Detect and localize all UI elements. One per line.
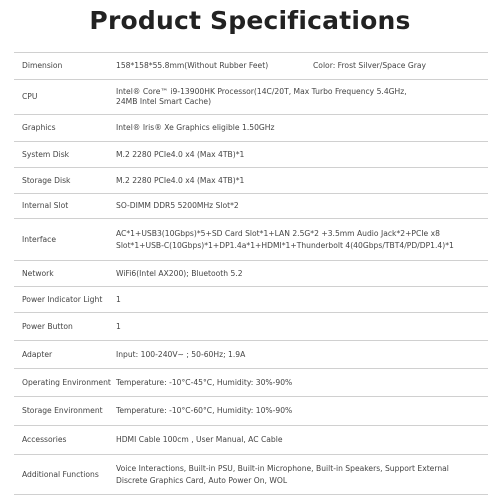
- spec-value: Intel® Core™ i9-13900HK Processor(14C/20T, Max Turbo Frequency 5.4GHz,: [116, 87, 407, 96]
- spec-value: M.2 2280 PCIe4.0 x4 (Max 4TB)*1: [116, 149, 245, 159]
- spec-value: SO-DIMM DDR5 5200MHz Slot*2: [116, 201, 239, 210]
- table-row: [14, 313, 488, 341]
- spec-label: Graphics: [22, 123, 56, 132]
- spec-label: Interface: [22, 234, 56, 244]
- table-row: [14, 53, 488, 80]
- spec-value: Input: 100-240V~ ; 50-60Hz; 1.9A: [116, 349, 246, 359]
- spec-label: Internal Slot: [22, 201, 69, 210]
- spec-label: System Disk: [22, 149, 70, 159]
- spec-label: Power Indicator Light: [22, 294, 103, 304]
- spec-value: HDMI Cable 100cm , User Manual, AC Cable: [116, 435, 283, 444]
- spec-value: 1: [116, 321, 121, 331]
- table-row: [14, 168, 488, 194]
- spec-label: Network: [22, 268, 54, 278]
- spec-label: Additional Functions: [22, 469, 99, 479]
- spec-value: M.2 2280 PCIe4.0 x4 (Max 4TB)*1: [116, 175, 245, 185]
- spec-value: WiFi6(Intel AX200); Bluetooth 5.2: [116, 268, 243, 278]
- spec-value: 1: [116, 294, 121, 304]
- table-row: [14, 115, 488, 142]
- spec-value: Temperature: -10°C-45°C, Humidity: 30%-90%: [116, 377, 293, 387]
- spec-label: Storage Environment: [22, 406, 103, 415]
- table-row: [14, 369, 488, 397]
- spec-label: Operating Environment: [22, 377, 111, 387]
- table-row: [14, 261, 488, 287]
- table-row: [14, 341, 488, 369]
- spec-label: Storage Disk: [22, 175, 71, 185]
- spec-value-line2: 24MB Intel Smart Cache): [116, 97, 212, 106]
- spec-label: Adapter: [22, 349, 53, 359]
- spec-label: Power Button: [22, 321, 73, 331]
- spec-label: Accessories: [22, 435, 67, 444]
- spec-table: [14, 52, 488, 495]
- spec-value: AC*1+USB3(10Gbps)*5+SD Card Slot*1+LAN 2.5G*2 +3.5mm Audio Jack*2+PCIe x8: [116, 228, 440, 238]
- table-row: [14, 142, 488, 168]
- table-row: [14, 80, 488, 115]
- spec-value-line2: Discrete Graphics Card, Auto Power On, WOL: [116, 475, 288, 485]
- spec-value-line2: Slot*1+USB-C(10Gbps)*1+DP1.4a*1+HDMI*1+Thunderbolt 4(40Gbps/TBT4/PD/DP1.4)*1: [116, 240, 454, 250]
- page-title: Product Specifications: [89, 6, 411, 35]
- table-row: [14, 397, 488, 426]
- spec-label: Dimension: [22, 61, 63, 70]
- spec-label: CPU: [22, 92, 38, 101]
- table-row: [14, 426, 488, 455]
- table-row: [14, 287, 488, 313]
- table-row: [14, 455, 488, 495]
- spec-value: Intel® Iris® Xe Graphics eligible 1.50GHz: [116, 123, 275, 132]
- table-row: [14, 194, 488, 219]
- spec-value-color: Color: Frost Silver/Space Gray: [313, 61, 427, 70]
- table-row: [14, 219, 488, 261]
- spec-value: Voice Interactions, Built-in PSU, Built-in Microphone, Built-in Speakers, Support External: [116, 463, 449, 473]
- spec-value: 158*158*55.8mm(Without Rubber Feet): [116, 61, 269, 70]
- spec-value: Temperature: -10°C-60°C, Humidity: 10%-90%: [116, 406, 293, 415]
